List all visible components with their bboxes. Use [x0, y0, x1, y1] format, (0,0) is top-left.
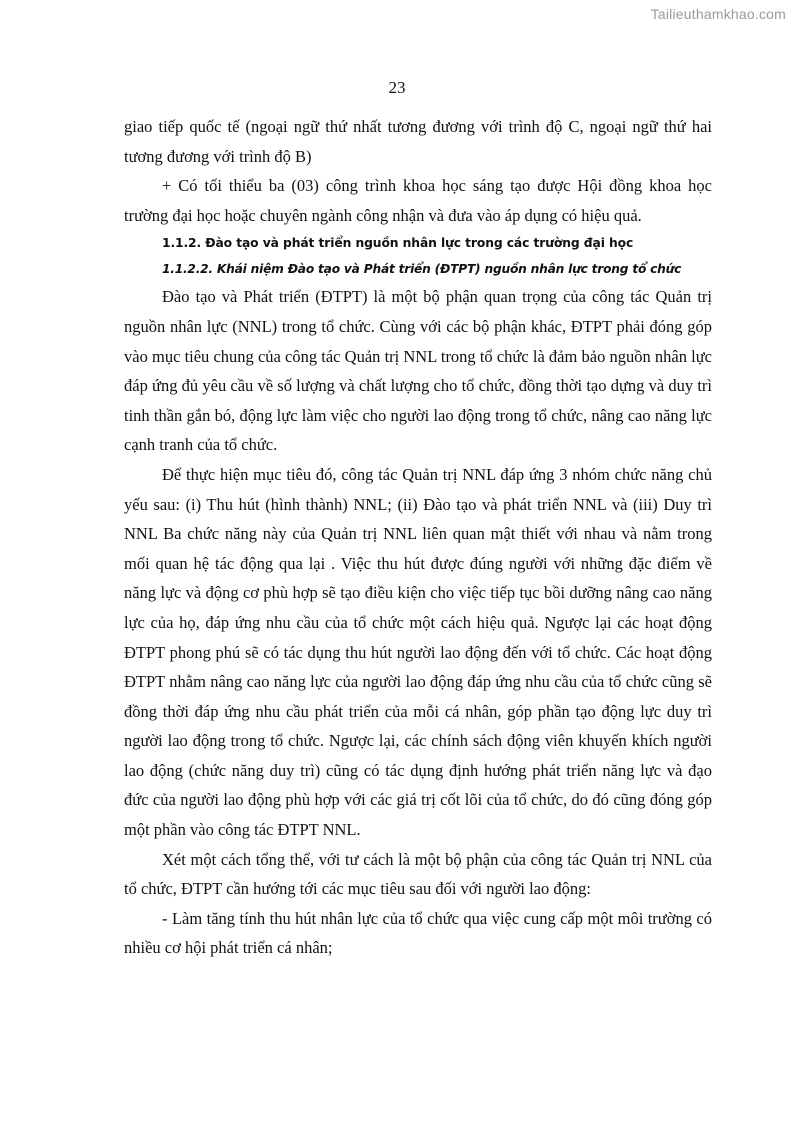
watermark-text: Tailieuthamkhao.com: [650, 6, 786, 22]
paragraph-functions: Để thực hiện mục tiêu đó, công tác Quản trị NNL đáp ứng 3 nhóm chức năng chủ yếu sau: (i) Thu hút (hình thành) NNL; (ii) Đào tạo và phát triển NNL và (iii) Duy trì NNL Ba chức năng này của Quản trị NNL liên quan mật thiết với nhau và nằm trong mối quan hệ tác động qua lại . Việc thu hút được đúng người với những đặc điểm về năng lực và động cơ phù hợp sẽ tạo điều kiện cho việc tiếp tục bồi dưỡng nâng cao năng lực của họ, đáp ứng nhu cầu của tổ chức một cách hiệu quả. Ngược lại các hoạt động ĐTPT phong phú sẽ có tác dụng thu hút người lao động đến với tổ chức. Các hoạt động ĐTPT nhằm nâng cao năng lực của người lao động đáp ứng nhu cầu của tổ chức cũng sẽ đồng thời đáp ứng nhu cầu phát triển của mỗi cá nhân, góp phần tạo động lực duy trì người lao động trong tổ chức. Ngược lại, các chính sách động viên khuyến khích người lao động (chức năng duy trì) cũng có tác dụng định hướng phát triển năng lực và đạo đức của người lao động phù hợp với các giá trị cốt lõi của tổ chức, do đó cũng đóng góp một phần vào công tác ĐTPT NNL.: [124, 464, 712, 840]
paragraph-continuation: giao tiếp quốc tế (ngoại ngữ thứ nhất tương đương với trình độ C, ngoại ngữ thứ hai tương đương với trình độ B): [124, 117, 712, 166]
subsection-heading: 1.1.2.2. Khái niệm Đào tạo và Phát triển (ĐTPT) nguồn nhân lực trong tổ chức: [162, 262, 682, 277]
page-number: 23: [388, 78, 406, 97]
paragraph-overview: Xét một cách tổng thể, với tư cách là một bộ phận của công tác Quản trị NNL của tổ chức, ĐTPT cần hướng tới các mục tiêu sau đối với người lao động:: [124, 849, 712, 899]
paragraph-goal-item: - Làm tăng tính thu hút nhân lực của tổ chức qua việc cung cấp một môi trường có nhiều cơ hội phát triển cá nhân;: [124, 908, 712, 958]
section-heading: 1.1.2. Đào tạo và phát triển nguồn nhân lực trong các trường đại học: [162, 236, 634, 251]
document-body: [124, 112, 712, 963]
paragraph-definition: Đào tạo và Phát triển (ĐTPT) là một bộ phận quan trọng của công tác Quản trị nguồn nhân lực (NNL) trong tổ chức. Cùng với các bộ phận khác, ĐTPT phải đóng góp vào mục tiêu chung của công tác Quản trị NNL trong tổ chức là đảm bảo nguồn nhân lực đáp ứng đủ yêu cầu về số lượng và chất lượng cho tổ chức, đồng thời tạo dựng và duy trì tinh thần gắn bó, động lực làm việc cho người lao động trong tổ chức, nâng cao năng lực cạnh tranh của tổ chức.: [124, 287, 712, 455]
paragraph-criterion: + Có tối thiểu ba (03) công trình khoa học sáng tạo được Hội đồng khoa học trường đại học hoặc chuyên ngành công nhận và đưa vào áp dụng có hiệu quả.: [124, 176, 712, 225]
